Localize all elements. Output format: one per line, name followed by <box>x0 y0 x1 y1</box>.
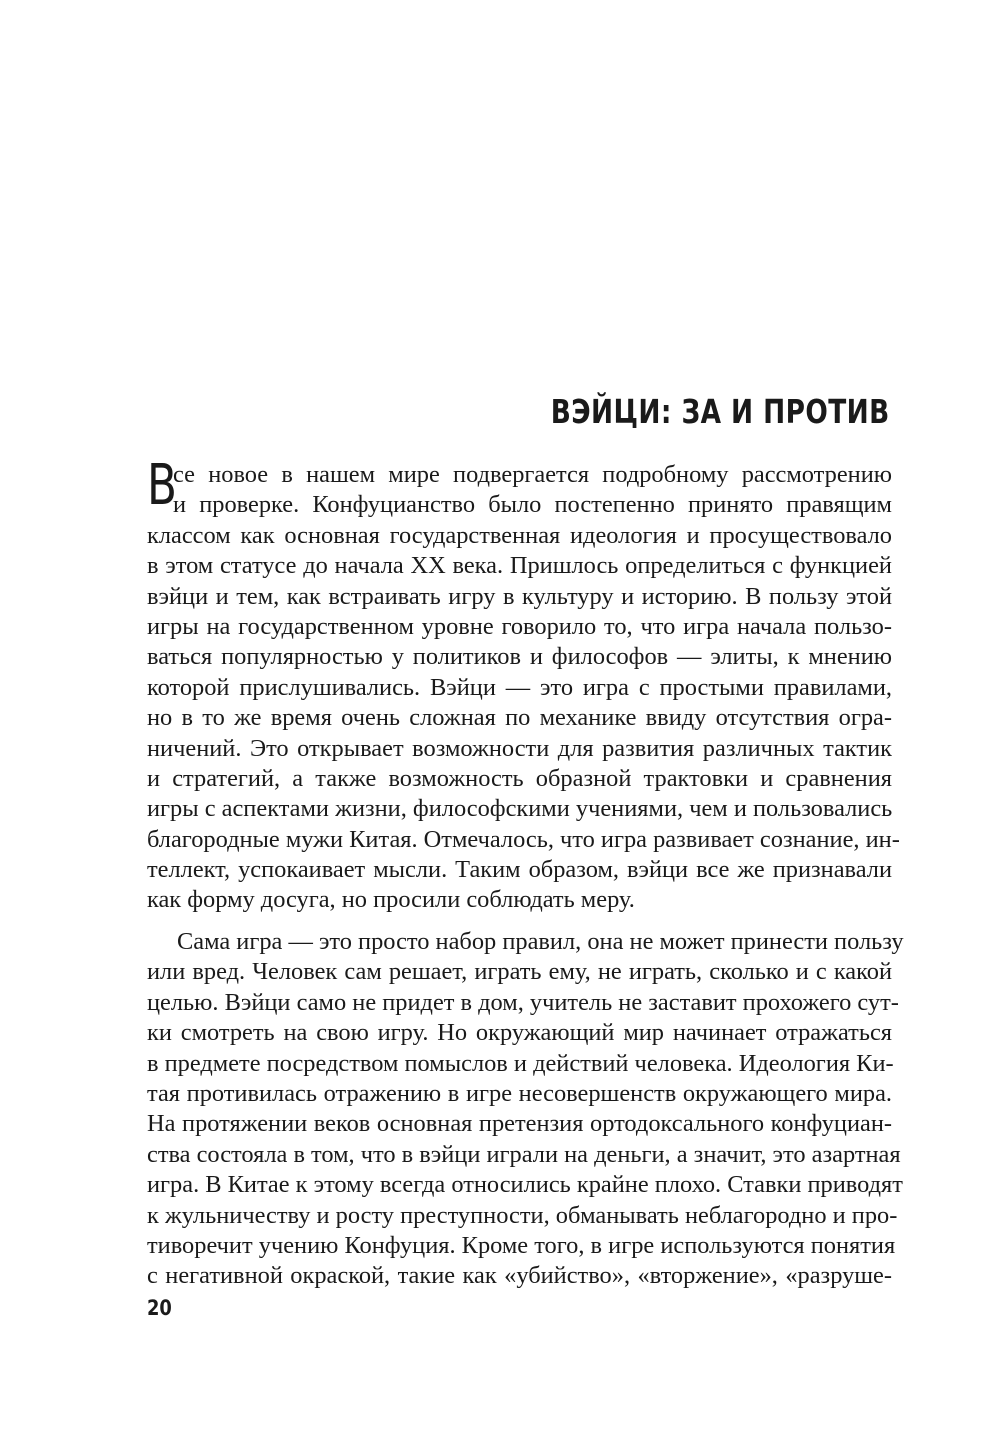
paragraph-line: в предмете посредством помыслов и действий человека. Идеология Ки- <box>147 1049 894 1077</box>
paragraph-line: ства состояла в том, что в вэйци играли на деньги, а значит, это азартная <box>147 1140 901 1168</box>
chapter-title: ВЭЙЦИ: ЗА И ПРОТИВ <box>551 392 890 431</box>
paragraph-line: как форму досуга, но просили соблюдать меру. <box>147 886 635 914</box>
paragraph-line: и стратегий, а также возможность образной трактовки и сравнения <box>147 764 892 792</box>
paragraph-line: игры на государственном уровне говорило то, что игра начала пользо- <box>147 612 892 640</box>
paragraph-line: ваться популярностью у политиков и философов — элиты, к мнению <box>147 643 892 671</box>
paragraph-line: в этом статусе до начала XX века. Пришлось определиться с функцией <box>147 552 892 580</box>
paragraph-line: с негативной окраской, такие как «убийство», «вторжение», «разруше- <box>147 1262 892 1290</box>
paragraph-line: тиворечит учению Конфуция. Кроме того, в игре используются понятия <box>147 1231 896 1259</box>
paragraph-line: вэйци и тем, как встраивать игру в культуру и историю. В пользу этой <box>147 582 892 610</box>
paragraph-line: или вред. Человек сам решает, играть ему, не играть, сколько и с какой <box>147 958 892 986</box>
paragraph-line: игры с аспектами жизни, философскими учениями, чем и пользовались <box>147 795 893 823</box>
paragraph-line: се новое в нашем мире подвергается подробному рассмотрению <box>173 461 892 488</box>
paragraph-line: но в то же время очень сложная по механике ввиду отсутствия огра- <box>147 704 892 732</box>
paragraph-line: тая противилась отражению в игре несовершенств окружающего мира. <box>147 1079 892 1107</box>
paragraph-line: классом как основная государственная идеология и просуществовало <box>147 521 892 549</box>
paragraph-line: ки смотреть на свою игру. Но окружающий мир начинает отражаться <box>147 1019 892 1047</box>
drop-cap-letter: В <box>147 453 177 518</box>
paragraph-line: игра. В Китае к этому всегда относились крайне плохо. Ставки приводят <box>147 1171 903 1199</box>
paragraph-line: к жульничеству и росту преступности, обманывать неблагородно и про- <box>147 1201 898 1229</box>
paragraph-line: На протяжении веков основная претензия ортодоксального конфуциан- <box>147 1110 892 1138</box>
paragraph-line: теллект, успокаивает мысли. Таким образом, вэйци все же признавали <box>147 856 892 884</box>
paragraph-line: благородные мужи Китая. Отмечалось, что игра развивает сознание, ин- <box>147 825 900 853</box>
paragraph-line: ничений. Это открывает возможности для развития различных тактик <box>147 734 892 762</box>
paragraph-line: Сама игра — это просто набор правил, она не может принести пользу <box>177 928 904 955</box>
paragraph-line: целью. Вэйци само не придет в дом, учитель не заставит прохожего сут- <box>147 988 899 1016</box>
paragraph-1 <box>147 453 900 916</box>
paragraph-line: которой прислушивались. Вэйци — это игра с простыми правилами, <box>147 673 892 701</box>
paragraph-2 <box>147 927 904 1292</box>
page-number: 20 <box>147 1296 172 1320</box>
paragraph-line: и проверке. Конфуцианство было постепенно принято правящим <box>173 491 892 519</box>
